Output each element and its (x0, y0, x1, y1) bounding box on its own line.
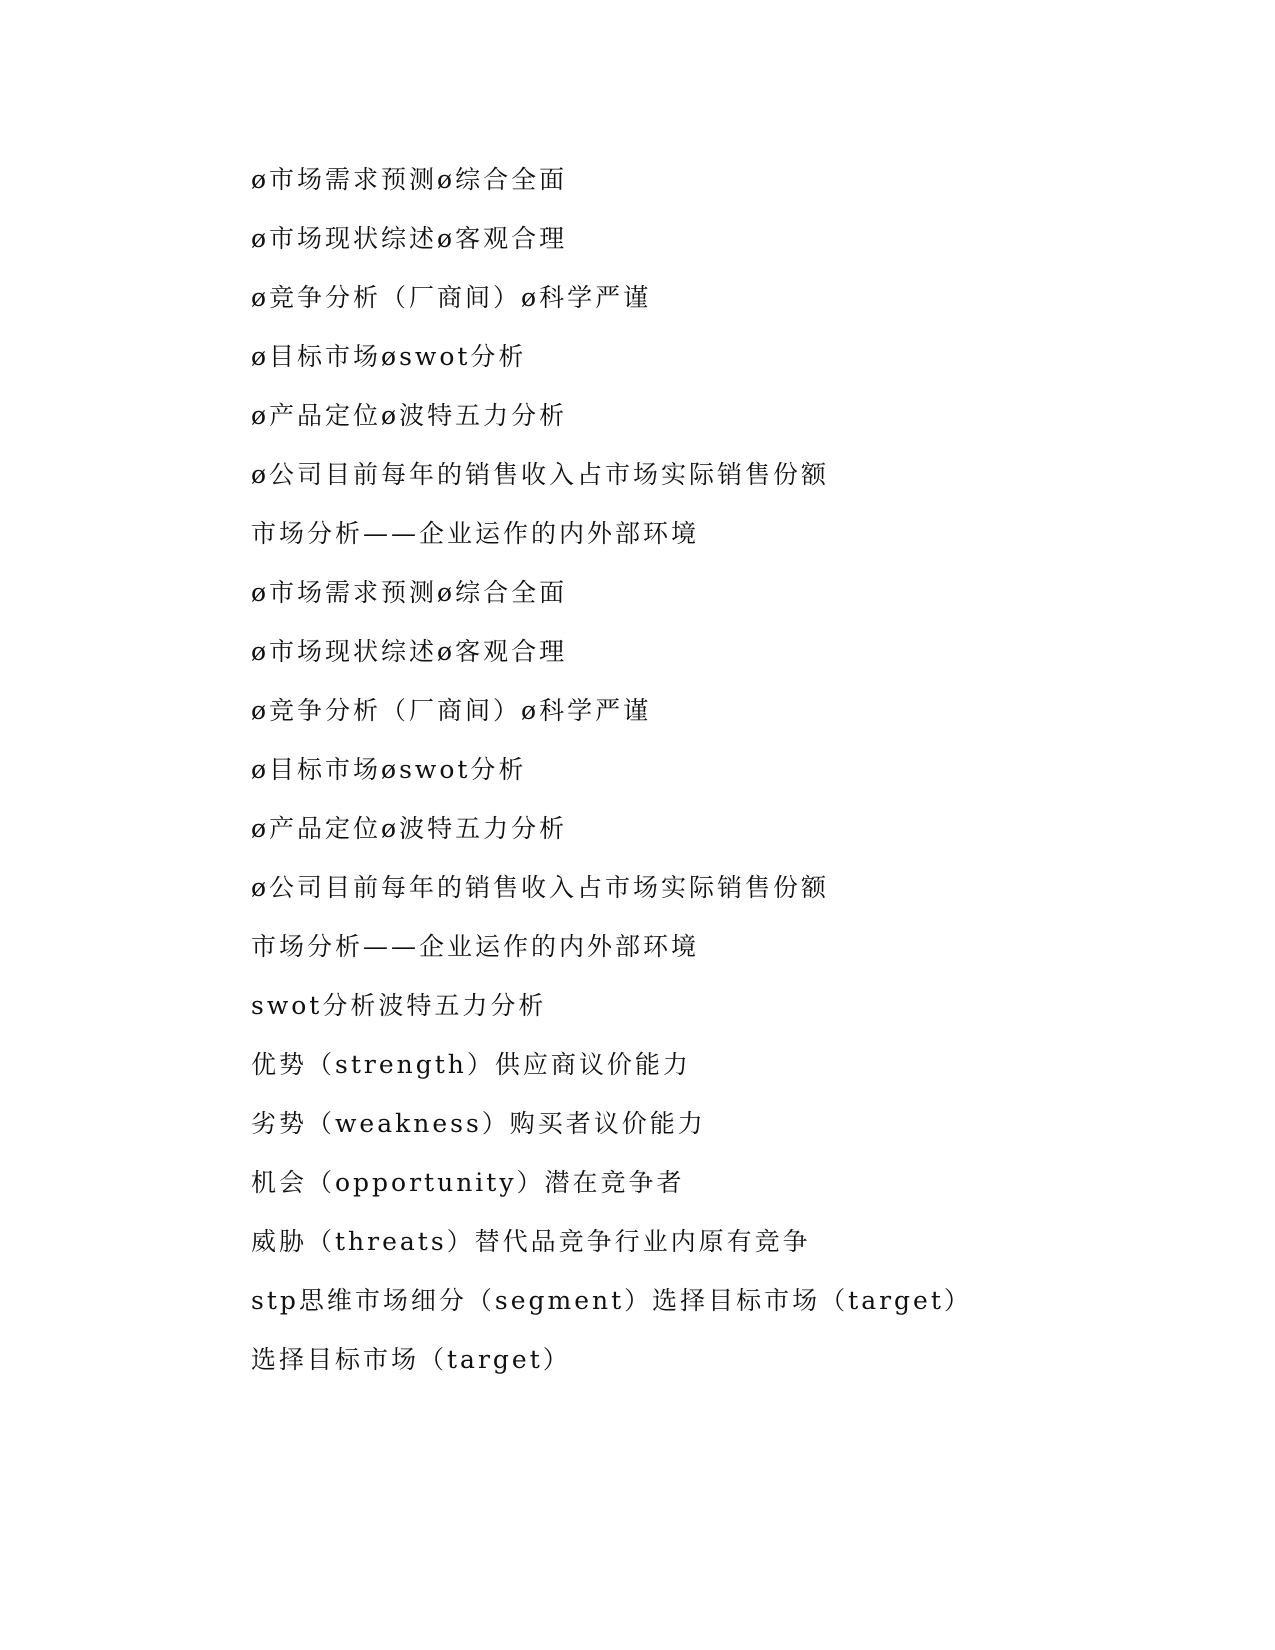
text-line: swot分析波特五力分析 (251, 991, 547, 1020)
text-line: ø市场需求预测ø综合全面 (251, 165, 568, 194)
text-line: 选择目标市场（target） (251, 1345, 571, 1374)
text-line: ø市场现状综述ø客观合理 (251, 637, 568, 666)
text-line: ø市场现状综述ø客观合理 (251, 224, 568, 253)
text-line: ø目标市场øswot分析 (251, 755, 527, 784)
text-line: ø产品定位ø波特五力分析 (251, 814, 568, 843)
section-heading: 市场分析——企业运作的内外部环境 (251, 519, 700, 548)
text-line: ø公司目前每年的销售收入占市场实际销售份额 (251, 873, 830, 902)
text-line: 机会（opportunity）潜在竞争者 (251, 1168, 685, 1197)
text-line: ø市场需求预测ø综合全面 (251, 578, 568, 607)
text-line: ø产品定位ø波特五力分析 (251, 401, 568, 430)
text-line: 威胁（threats）替代品竞争行业内原有竞争 (251, 1227, 811, 1256)
document-body (251, 160, 1211, 1399)
text-line: 劣势（weakness）购买者议价能力 (251, 1109, 706, 1138)
text-line: stp思维市场细分（segment）选择目标市场（target） (251, 1286, 972, 1315)
text-line: ø公司目前每年的销售收入占市场实际销售份额 (251, 460, 830, 489)
text-line: ø竞争分析（厂商间）ø科学严谨 (251, 283, 652, 312)
text-line: ø竞争分析（厂商间）ø科学严谨 (251, 696, 652, 725)
text-line: ø目标市场øswot分析 (251, 342, 527, 371)
text-line: 优势（strength）供应商议价能力 (251, 1050, 691, 1079)
section-heading: 市场分析——企业运作的内外部环境 (251, 932, 700, 961)
